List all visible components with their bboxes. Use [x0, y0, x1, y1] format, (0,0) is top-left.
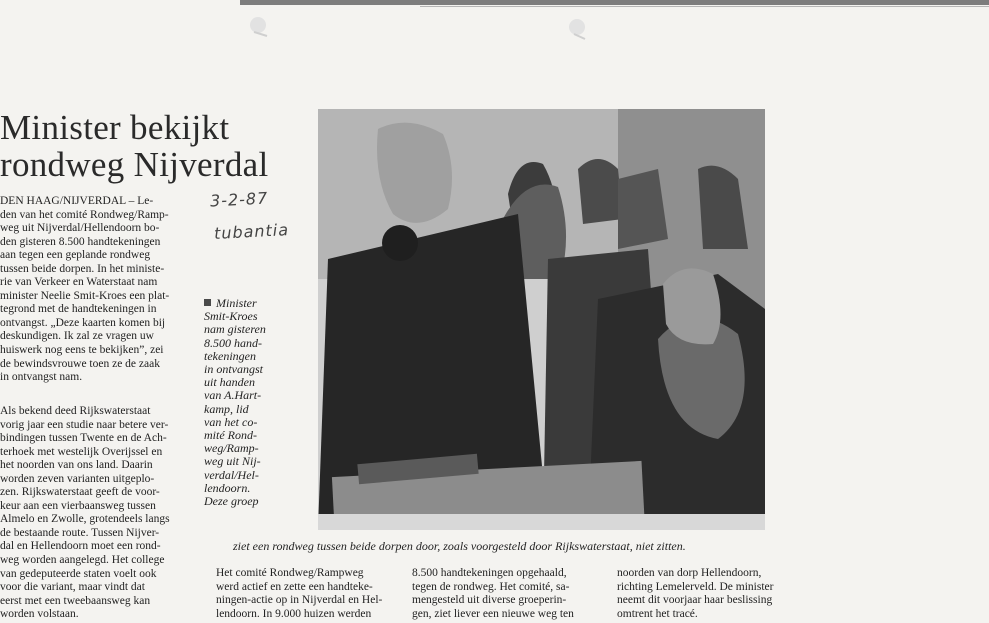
caption-text: 8.500 hand- — [204, 335, 262, 350]
text-line: worden zeven varianten uitgeplo- — [0, 472, 155, 485]
pin-hole-icon — [564, 14, 590, 40]
caption-text: van het co- — [204, 414, 258, 429]
caption-bullet-icon — [204, 299, 211, 306]
text-line: minister Neelie Smit-Kroes een plat- — [0, 289, 170, 302]
text-line: terhoek met westelijk Overijssel en — [0, 445, 163, 458]
text-line: omtrent het tracé. — [617, 607, 698, 620]
text-line: de bewindsvrouwe toen ze de zaak — [0, 357, 160, 370]
headline-line-1: Minister bekijkt — [0, 108, 230, 147]
text-line: ningen-actie op in Nijverdal en Hel- — [216, 594, 383, 606]
text-line: eerst met een tweebaansweg kan — [0, 594, 151, 607]
text-line: werd actief en zette een handteke- — [216, 580, 373, 593]
caption-text: mité Rond- — [204, 428, 257, 443]
text-line: noorden van dorp Hellendoorn, — [617, 567, 762, 579]
caption-text: Minister — [216, 296, 257, 310]
text-line: tegrond met de handtekeningen in — [0, 303, 157, 316]
article-body-4 — [617, 567, 799, 621]
text-line: bindingen tussen Twente en de Ach- — [0, 432, 167, 445]
caption-text: in ontvangst — [204, 362, 263, 377]
caption-text: van A.Hart- — [204, 388, 262, 403]
news-photo — [318, 109, 765, 530]
headline-line-2: rondweg Nijverdal — [0, 145, 269, 184]
handwritten-source: tubantia — [213, 220, 290, 243]
text-line: weg uit Nijverdal/Hellendoorn bo- — [0, 222, 160, 235]
text-line: in ontvangst nam. — [0, 371, 83, 384]
text-line: het noorden van ons land. Daarin — [0, 459, 153, 472]
text-line: tussen beide dorpen. In het ministe- — [0, 262, 165, 275]
text-line: gen, ziet liever een nieuwe weg ten — [412, 607, 574, 620]
text-line: aan tegen een geplande rondweg — [0, 249, 151, 262]
text-line: de bestaande route. Tussen Nijver- — [0, 526, 160, 539]
caption-text: Smit-Kroes — [204, 309, 258, 324]
pin-hole-icon — [245, 12, 271, 38]
text-line: 8.500 handtekeningen opgehaald, — [412, 567, 567, 579]
text-line: Het comité Rondweg/Rampweg — [216, 567, 364, 579]
text-line: huiswerk nog eens te bekijken”, zei — [0, 344, 164, 357]
caption-text: uit handen — [204, 375, 255, 390]
photo-caption-continued: ziet een rondweg tussen beide dorpen door, zoals voorgesteld door Rijkswaterstaat, niet zitten. — [233, 539, 686, 553]
caption-text: Deze groep — [204, 494, 259, 509]
text-line: mengesteld uit diverse groeperin- — [412, 594, 567, 606]
caption-text: tekeningen — [204, 348, 256, 363]
text-line: keur aan een vierbaansweg tussen — [0, 499, 156, 512]
scan-top-edge — [240, 0, 989, 5]
article-headline — [0, 109, 330, 183]
text-line: ontvangst. „Deze kaarten komen bij — [0, 316, 166, 329]
text-line: richting Lemelerveld. De minister — [617, 580, 774, 593]
text-line: deskundigen. Ik zal ze vragen uw — [0, 330, 154, 343]
caption-text: kamp, lid — [204, 401, 249, 416]
text-line: rie van Verkeer en Waterstaat nam — [0, 276, 158, 289]
article-body-2 — [216, 567, 398, 621]
text-line: vorig jaar een studie naar betere ver- — [0, 418, 169, 431]
text-line: tegen de rondweg. Het comité, sa- — [412, 580, 570, 593]
text-line: den gisteren 8.500 handtekeningen — [0, 235, 161, 248]
caption-text: nam gisteren — [204, 322, 266, 337]
text-line: DEN HAAG/NIJVERDAL – Le- — [0, 195, 154, 207]
caption-line — [204, 495, 310, 508]
text-line: lendoorn. In 9.000 huizen werden — [216, 607, 372, 620]
caption-text: lendoorn. — [204, 480, 251, 495]
text-line: weg worden aangelegd. Het college — [0, 554, 165, 567]
article-body-3 — [412, 567, 594, 621]
text-line: voor die variant, maar vindt dat — [0, 581, 145, 594]
text-line: den van het comité Rondweg/Ramp- — [0, 208, 169, 221]
caption-text: weg/Ramp- — [204, 441, 259, 456]
article-intro — [0, 195, 196, 385]
photo-caption — [204, 297, 310, 508]
text-line: dal en Hellendoorn moet een rond- — [0, 540, 161, 553]
text-line: neemt dit voorjaar haar beslissing — [617, 594, 773, 606]
text-line: worden volstaan. — [0, 608, 79, 621]
text-line: zen. Rijkswaterstaat geeft de voor- — [0, 486, 160, 499]
scan-top-edge-line — [420, 6, 989, 7]
text-line: van gedeputeerde staten voelt ook — [0, 567, 157, 580]
article-body-1 — [0, 405, 196, 622]
text-line: Almelo en Zwolle, grotendeels langs — [0, 513, 170, 526]
text-line: Als bekend deed Rijkswaterstaat — [0, 405, 151, 417]
caption-text: weg uit Nij- — [204, 454, 261, 469]
handwritten-date: 3-2-87 — [209, 188, 269, 211]
caption-text: verdal/Hel- — [204, 467, 259, 482]
